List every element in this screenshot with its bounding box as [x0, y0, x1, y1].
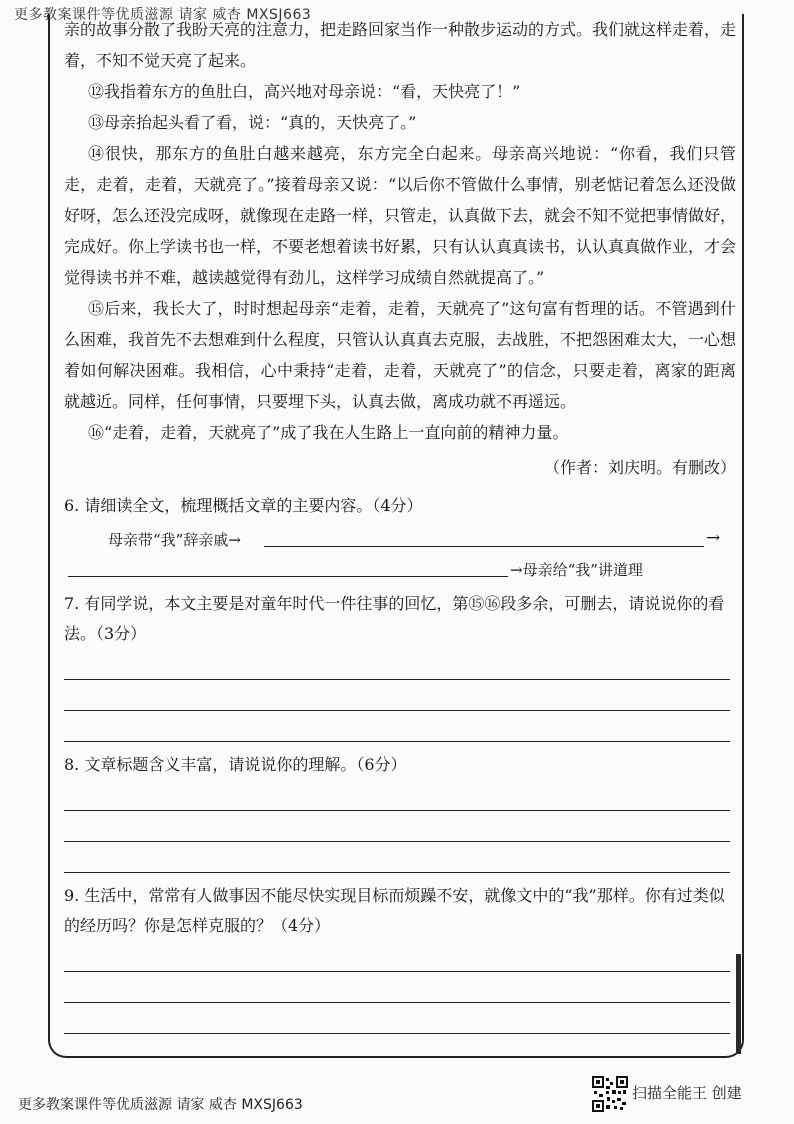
frame-shadow — [736, 954, 741, 1054]
question-9: 9. 生活中，常常有人做事因不能尽快实现目标而烦躁不安，就像文中的“我”那样。你有过类似的经历吗？你是怎样克服的？（4分） — [64, 886, 725, 935]
passage-paragraph-16: ⑯“走着，走着，天就亮了”成了我在人生路上一直向前的精神力量。 — [88, 423, 569, 442]
passage-paragraph-15: ⑮后来，我长大了，时时想起母亲“走着，走着，天就亮了”这句富有哲理的话。不管遇到什么困难，我首先不去想难到什么程度，只管认认真真去克服，去战胜，不把怨困难太大，一心想着如何解决困难。我相信，心中秉持“走着，走着，天就亮了”的信念，只要走着，离家的距离就越近。同样，任何事情，只要埋下头，认真去做，离成功就不再遥远。 — [64, 299, 737, 411]
q6-answer-blank-2[interactable] — [68, 576, 508, 577]
q8-answer-line[interactable] — [64, 780, 730, 811]
q6-arrow: → — [706, 528, 721, 548]
scanner-credit: 扫描全能王 创建 — [632, 1084, 742, 1102]
q8-answer-line[interactable] — [64, 842, 730, 873]
q8-answer-line[interactable] — [64, 811, 730, 842]
q9-answer-line[interactable] — [64, 941, 730, 972]
question-7: 7. 有同学说，本文主要是对童年时代一件往事的回忆，第⑮⑯段多余，可删去，请说说你的看法。（3分） — [64, 594, 725, 643]
q6-start-label: 母亲带“我”辞亲戚→ — [108, 531, 241, 549]
passage-paragraph-13: ⑬母亲抬起头看了看，说：“真的，天快亮了。” — [88, 113, 417, 132]
question-8: 8. 文章标题含义丰富，请说说你的理解。（6分） — [64, 755, 407, 774]
q7-answer-line[interactable] — [64, 711, 730, 742]
header-watermark: 更多教案课件等优质滋源 请家 威杏 MXSJ663 — [14, 7, 312, 23]
footer-watermark: 更多教案课件等优质滋源 请家 威杏 MXSJ663 — [18, 1097, 303, 1113]
q9-answer-line[interactable] — [64, 972, 730, 1003]
passage-paragraph-continued: 亲的故事分散了我盼天亮的注意力，把走路回家当作一种散步运动的方式。我们就这样走着，走着，不知不觉天亮了起来。 — [64, 20, 737, 70]
q6-fill-row-2 — [64, 551, 736, 581]
author-credit: （作者：刘庆明。有删改） — [543, 458, 736, 477]
passage-paragraph-14: ⑭很快，那东方的鱼肚白越来越亮，东方完全白起来。母亲高兴地说：“你看，我们只管走，走着，走着，天就亮了。”接着母亲又说：“以后你不管做什么事情，别老惦记着怎么还没做好呀，怎么还没完成呀，就像现在走路一样，只管走，认真做下去，就会不知不觉把事情做好，完成好。你上学读书也一样，不要老想着读书好累，只有认认真真读书，认认真真做作业，才会觉得读书并不难，越读越觉得有劲儿，这样学习成绩自然就提高了。” — [64, 144, 737, 287]
q7-answer-line[interactable] — [64, 680, 730, 711]
q7-answer-line[interactable] — [64, 649, 730, 680]
q6-end-label: →母亲给“我”讲道理 — [510, 561, 643, 579]
document-body — [64, 14, 736, 1034]
question-6: 6. 请细读全文，梳理概括文章的主要内容。（4分） — [64, 496, 423, 515]
passage-paragraph-12: ⑫我指着东方的鱼肚白，高兴地对母亲说：“看，天快亮了！” — [88, 82, 521, 101]
q6-answer-blank-1[interactable] — [264, 546, 704, 547]
q9-answer-line[interactable] — [64, 1003, 730, 1034]
qr-code-icon — [592, 1076, 628, 1112]
q6-fill-row-1 — [64, 521, 736, 551]
